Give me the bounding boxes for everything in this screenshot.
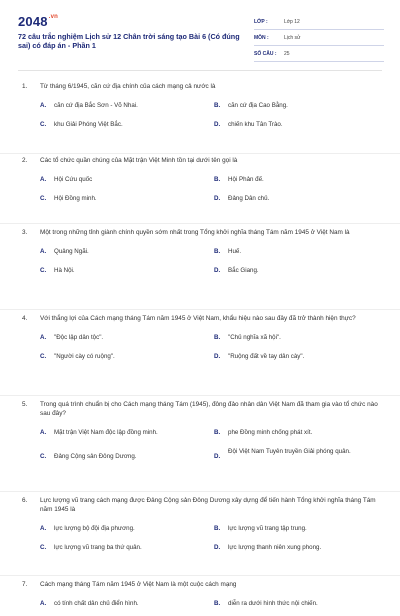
option-grid — [22, 524, 382, 552]
option-a[interactable]: A. có tính chất dân chủ điển hình. — [40, 600, 139, 607]
header-divider — [18, 70, 382, 71]
option-b[interactable]: B. Hội Phản đế. — [214, 176, 264, 183]
option-c[interactable]: C. lực lượng vũ trang ba thứ quân. — [40, 544, 142, 551]
option-b[interactable]: B. lực lượng vũ trang tập trung. — [214, 525, 307, 532]
option-c[interactable]: C. Hà Nội. — [40, 267, 75, 274]
logo-suffix: .vn — [48, 14, 59, 20]
question-item — [0, 310, 400, 396]
option-a[interactable]: A. Mặt trận Việt Nam độc lập đồng minh. — [40, 429, 158, 436]
question-number: 3. — [22, 229, 28, 236]
option-d[interactable]: D. Đảng Dân chủ. — [214, 195, 270, 202]
option-c[interactable]: C. Hội Đồng minh. — [40, 195, 97, 202]
meta-info — [254, 14, 384, 62]
question-item — [0, 82, 400, 154]
option-a[interactable]: A. Quảng Ngãi. — [40, 248, 89, 255]
option-a[interactable]: A. căn cứ địa Bắc Sơn - Võ Nhai. — [40, 102, 138, 109]
meta-label: MÔN : — [254, 34, 269, 41]
option-a[interactable]: A. Hội Cứu quốc — [40, 176, 93, 183]
meta-value: Lịch sử — [284, 34, 301, 41]
question-item — [0, 396, 400, 492]
question-text: 1. Từ tháng 6/1945, căn cứ địa chính của cách mạng cả nước là — [22, 83, 216, 90]
question-item — [0, 576, 400, 616]
question-item — [0, 492, 400, 576]
question-text: 7. Cách mạng tháng Tám năm 1945 ở Việt Nam là một cuộc cách mạng — [22, 581, 237, 588]
option-grid — [22, 101, 382, 129]
question-text: 5. Trong quá trình chuẩn bị cho Cách mạng tháng Tám (1945), đông đảo nhân dân Việt Nam đã tham gia vào tổ chức nào sau đây? — [22, 401, 378, 417]
option-c[interactable]: C. khu Giải Phóng Việt Bắc. — [40, 121, 123, 128]
question-item — [0, 224, 400, 310]
document-header — [0, 0, 400, 64]
option-grid — [22, 247, 382, 275]
option-d[interactable]: D. Bắc Giang. — [214, 267, 259, 274]
option-d[interactable]: D. "Ruộng đất về tay dân cày". — [214, 353, 305, 360]
question-number: 6. — [22, 497, 28, 504]
option-b[interactable]: B. "Chủ nghĩa xã hội". — [214, 334, 281, 341]
option-b[interactable]: B. diễn ra dưới hình thức nội chiến. — [214, 600, 318, 607]
option-a[interactable]: A. lực lượng bộ đội địa phương. — [40, 525, 135, 532]
option-grid — [22, 175, 382, 203]
option-b[interactable]: B. phe Đồng minh chống phát xít. — [214, 429, 313, 436]
question-text: 4. Với thắng lợi của Cách mạng tháng Tám năm 1945 ở Việt Nam, khẩu hiệu nào sau đây đã trở thành hiện thực? — [22, 315, 356, 322]
option-d[interactable]: D. chiến khu Tân Trào. — [214, 121, 283, 128]
question-item — [0, 154, 400, 224]
option-d[interactable]: D. Đội Việt Nam Tuyên truyền Giải phóng quân. — [214, 448, 351, 460]
meta-value: 25 — [284, 50, 290, 57]
meta-label: LỚP : — [254, 18, 268, 25]
option-d[interactable]: D. lực lượng thanh niên xung phong. — [214, 544, 322, 551]
question-text: 6. Lực lượng vũ trang cách mạng được Đảng Cộng sản Đông Dương xây dựng để tiến hành Tổng khởi nghĩa tháng Tám năm 1945 là — [22, 497, 376, 513]
option-grid — [22, 428, 382, 461]
option-b[interactable]: B. căn cứ địa Cao Bằng. — [214, 102, 288, 109]
question-text: 3. Một trong những tỉnh giành chính quyền sớm nhất trong Tổng khởi nghĩa tháng Tám năm 1945 ở Việt Nam là — [22, 229, 350, 236]
option-grid — [22, 599, 382, 608]
option-c[interactable]: C. Đảng Cộng sản Đông Dương. — [40, 453, 137, 460]
option-grid — [22, 333, 382, 361]
meta-row-subject — [254, 30, 384, 46]
option-b[interactable]: B. Huế. — [214, 248, 242, 255]
site-logo[interactable]: $2048^{.vn}$ — [18, 14, 59, 29]
option-c[interactable]: C. "Người cày có ruộng". — [40, 353, 115, 360]
question-text: 2. Các tổ chức quần chúng của Mặt trận Việt Minh tồn tại dưới tên gọi là — [22, 157, 238, 164]
document-title: 72 câu trắc nghiệm Lịch sử 12 Chân trời sáng tạo Bài 6 (Có đúng sai) có đáp án - Phần 1 — [18, 32, 240, 50]
question-number: 1. — [22, 83, 28, 90]
meta-value: Lớp 12 — [284, 18, 300, 25]
meta-label: SỐ CÂU : — [254, 50, 277, 57]
meta-row-count — [254, 46, 384, 62]
meta-row-class — [254, 14, 384, 30]
question-number: 7. — [22, 581, 28, 588]
option-a[interactable]: A. "Độc lập dân tộc". — [40, 334, 104, 341]
question-number: 4. — [22, 315, 28, 322]
question-number: 2. — [22, 157, 28, 164]
question-list — [0, 82, 400, 616]
question-number: 5. — [22, 401, 28, 408]
